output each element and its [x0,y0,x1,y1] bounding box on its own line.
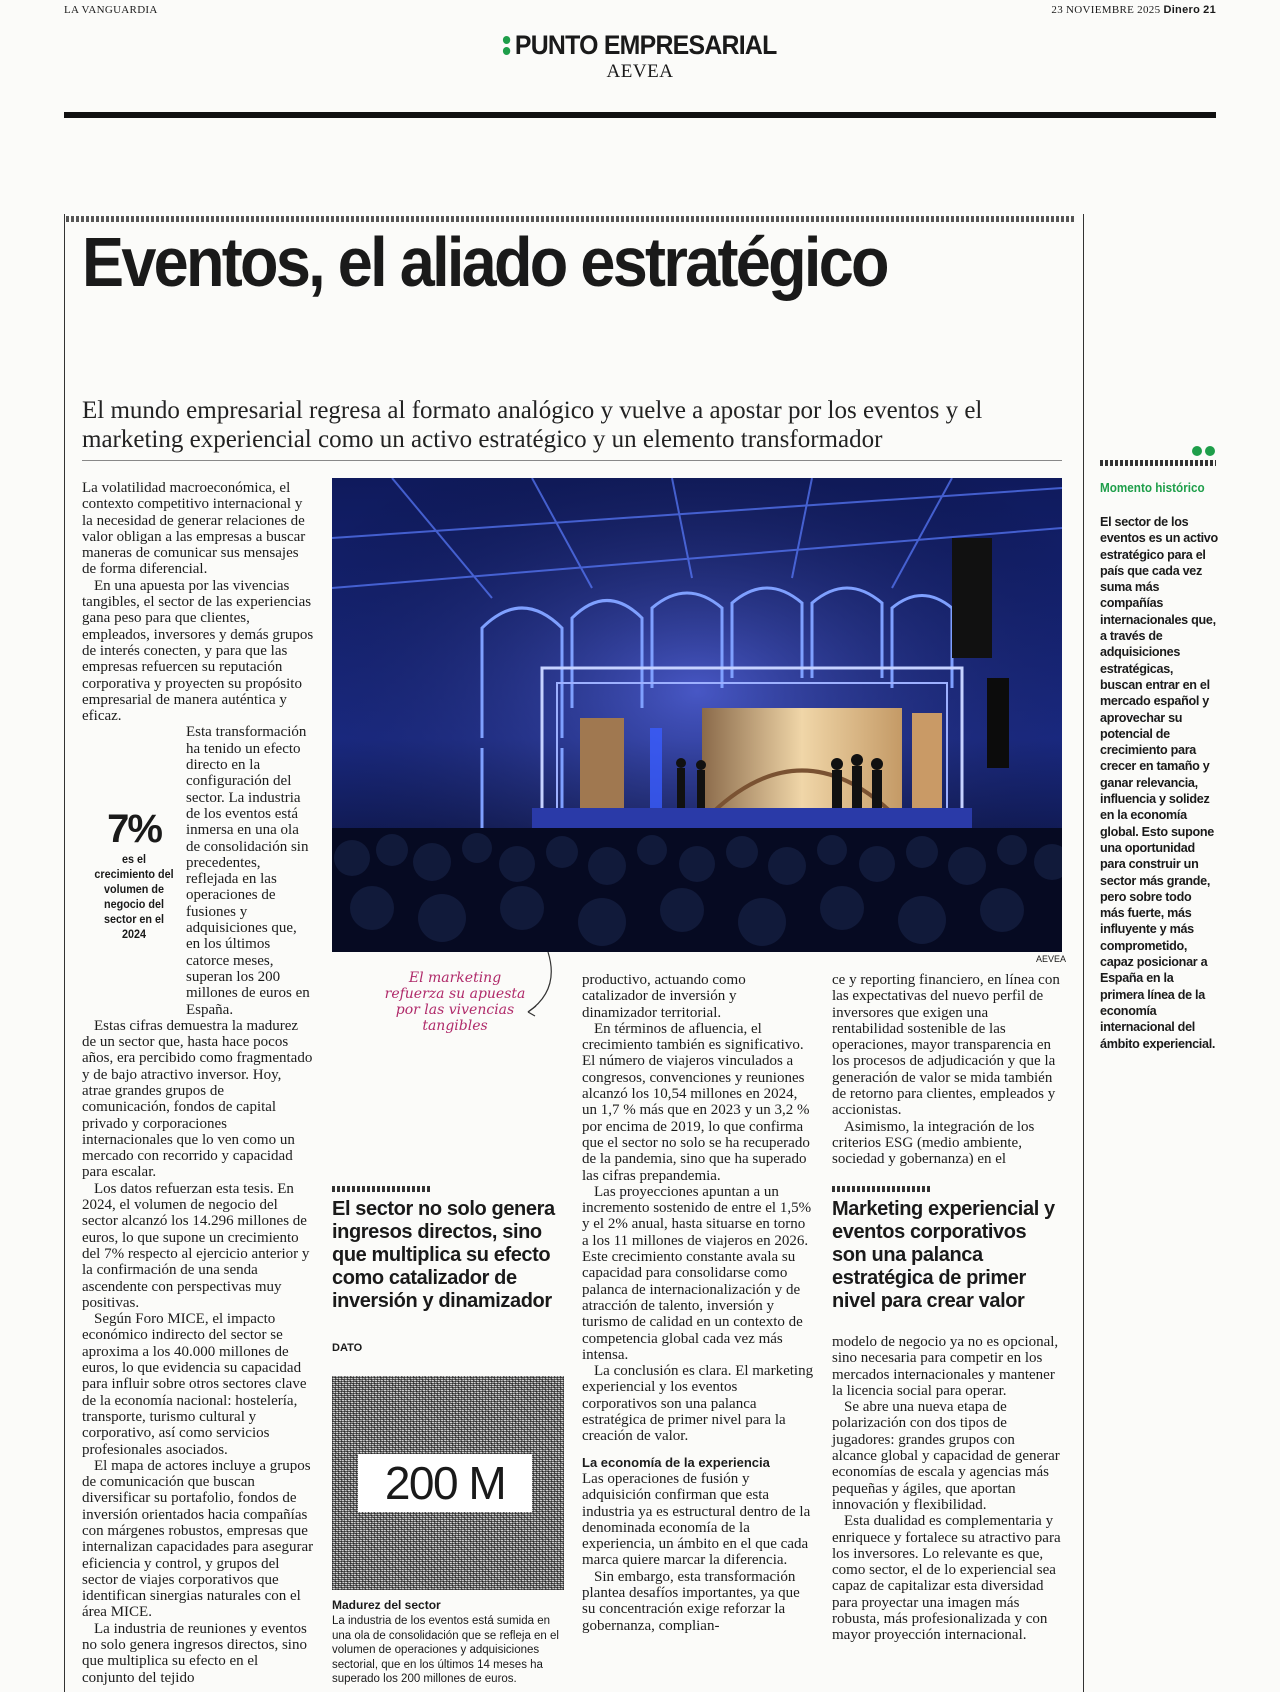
section-title [503,30,777,61]
paragraph: La industria de reuniones y eventos no solo genera ingresos directos, sino que multiplica su efecto en el conjunto del tejido [82,1620,307,1686]
masthead-row [64,4,1216,18]
paragraph: Asimismo, la integración de los criterios ESG (medio ambiente, sociedad y gobernanza) en el [832,1118,1035,1168]
pullquote-dashes [332,1186,430,1192]
page-number: 21 [1203,4,1216,16]
sidebar-text: El sector de los eventos es un activo estratégico para el país que cada vez suma más compañías internacionales que, a través de adquisiciones estratégicas, buscan entrar en el mercado español y aprovechar su potencial de crecimiento para crecer en tamaño y ganar relevancia, influencia y solidez en la economía global. Esto supone una oportunidad para construir un sector más grande, pero sobre todo más fuerte, más influyente y más comprometido, capaz posicionar a España en la primera línea de la economía internacional del ámbito experiencial. [1100,515,1218,1051]
handwritten-note: El marketing refuerza su apuesta por las vivencias tangibles [384,970,526,1034]
column-1 [82,480,314,1686]
subheadline: El mundo empresarial regresa al formato analógico y vuelve a apostar por los eventos y el marketing experiencial como un activo estratégico y un elemento transformador [82,397,983,453]
paragraph: Sin embargo, esta transformación plantea desafíos importantes, ya que su concentración exige reforzar la gobernanza, complian- [582,1568,800,1634]
column-3-bottom [832,1334,1062,1644]
section-header [0,30,1280,83]
paragraph: La conclusión es clara. El marketing experiencial y los eventos corporativos son una palanca estratégica de primer nivel para la creación de valor. [582,1363,814,1445]
sidebar-title: Momento histórico [1100,480,1205,495]
paragraph: productivo, actuando como catalizador de inversión y dinamizador territorial. [582,972,746,1021]
column-2 [582,972,814,1634]
paragraph: Las operaciones de fusión y adquisición confirman que esta industria ya es estructural dentro de la denominada economía de la experiencia, un ámbito en el que cada marca quiere marcar la diferencia. [582,1470,811,1569]
stat-caption: es el crecimiento del volumen de negocio del sector en el 2024 [94,852,174,941]
paragraph: La volatilidad macroeconómica, el contexto competitivo internacional y la necesidad de generar relaciones de valor obligan a las empresas a buscar maneras de comunicar sus mensajes de forma diferencial. [82,480,306,578]
paragraph: Las proyecciones apuntan a un incremento sostenido de entre el 1,5% y el 2% anual, hasta situarse en torno a los 11 millones de viajeros en 2026. Este crecimiento constante avala su capacidad para consolidarse como palanca de internacionalización y de atracción de talento, inversión y turismo de calidad en un contexto de competencia global cada vez más intensa. [582,1183,812,1363]
sidebar-dots-icon [1192,446,1215,456]
section-title-text: PUNTO EMPRESARIAL [515,30,777,60]
stat-callout [88,806,180,946]
concert-stage-image [332,478,1062,952]
pullquote-dashes [832,1186,930,1192]
dato-figure: 200 M [358,1454,532,1512]
pullquote-2: Marketing experiencial y eventos corporativos son una palanca estratégica de primer nivel para crear valor [832,1198,1055,1312]
paper-name: LA VANGUARDIA [64,4,158,16]
stat-value: 7% [107,807,161,851]
paragraph: modelo de negocio ya no es opcional, sino necesaria para competir en los mercados internacionales y mantener la licencia social para operar. [832,1334,1059,1399]
section-dots-icon [503,36,510,55]
headline: Eventos, el aliado estratégico [82,223,887,301]
paragraph: ce y reporting financiero, en línea con las expectativas del nuevo perfil de inversores que exigen una rentabilidad sostenible de las operaciones, mayor transparencia en los procesos de adjudicación y que la generación de valor se mida también de retorno para clientes, empleados y accionistas. [832,972,1060,1119]
section-subtitle: AEVEA [606,61,674,82]
paragraph: En una apuesta por las vivencias tangibles, el sector de las experiencias gana peso para que clientes, empleados, inversores y demás grupos de interés conecten, y para que las empresas refuercen su reputación corporativa y proyecten su propósito empresarial de manera auténtica y eficaz. [82,577,314,725]
sidebar-dashes [1100,460,1216,466]
dato-text: La industria de los eventos está sumida en una ola de consolidación que se refleja en el volumen de operaciones y adquisiciones sectorial, que en los últimos 14 meses ha superado los 200 millones de euros. [332,1615,559,1685]
arrow-icon [520,950,560,1020]
photo-credit: AEVEA [1036,954,1067,964]
section-small: Dinero [1163,4,1201,16]
paragraph: Estas cifras demuestra la madurez de un sector que, hasta hace pocos años, era percibido como fragmentado y de bajo atractivo inversor. Hoy, atrae grandes grupos de comunicación, fondos de capital privado y corporaciones internacionales que lo ven como un mercado con recorrido y capacidad para escalar. [82,1017,313,1181]
issue-date: 23 NOVIEMBRE 2025 [1051,4,1161,16]
paragraph: En términos de afluencia, el crecimiento también es significativo. El número de viajeros vinculados a congresos, convenciones y reuniones alcanzó los 10,54 millones en 2024, un 1,7 % más que en 2023 y un 3,2 % por encima de 2019, lo que confirma que el sector no solo se ha recuperado de la pandemia, sino que ha superado las cifras prepandemia. [582,1020,810,1184]
top-rule [64,112,1216,118]
pullquote-1: El sector no solo genera ingresos directos, sino que multiplica su efecto como catalizador de inversión y dinamizador [332,1198,555,1312]
paragraph: Esta dualidad es complementaria y enriquece y fortalece su atractivo para los inversores. Lo relevante es que, como sector, el de lo experiencial sea capaz de capitalizar esta diversidad para proyectar una imagen más robusta, más profesionalizada y con mayor proyección internacional. [832,1513,1061,1644]
page-info [1051,4,1216,16]
column-3 [832,972,1062,1168]
paragraph: Según Foro MICE, el impacto económico indirecto del sector se aproxima a los 40.000 millones de euros, lo que evidencia su capacidad para influir sobre otros sectores clave de la economía nacional: hostelería, transporte, turismo cultural y corporativo, así como servicios profesionales asociados. [82,1311,307,1458]
paragraph: Los datos refuerzan esta tesis. En 2024, el volumen de negocio del sector alcanzó los 14.296 millones de euros, lo que supone un crecimiento del 7% respecto al ejercicio anterior y la confirmación de una senda ascendente con perspectivas muy positivas. [82,1180,310,1311]
dato-title: Madurez del sector [332,1598,441,1612]
paragraph: Esta transformación ha tenido un efecto directo en la configuración del sector. La industria de los eventos está inmersa en una ola de consolidación sin precedentes, reflejada en las operaciones de fusiones y adquisiciones que, en los últimos catorce meses, superan los 200 millones de euros en España. [186,724,310,1018]
subhead-rule [82,460,1062,461]
paragraph: Se abre una nueva etapa de polarización con dos tipos de jugadores: grandes grupos con alcance global y capacidad de generar economías de escala y agencias más pequeñas y ágiles, que aportan innovación y flexibilidad. [832,1399,1060,1513]
paragraph: El mapa de actores incluye a grupos de comunicación que buscan diversificar su portafolio, fondos de inversión orientados hacia compañías con márgenes robustos, empresas que internalizan capacidades para asegurar eficiencia y control, y grupos del sector de viajes corporativos que identifican sinergias naturales con el área MICE. [82,1457,314,1621]
dato-label: DATO [332,1342,363,1354]
event-photo [332,478,1062,952]
inline-subtitle: La economía de la experiencia [582,1454,770,1470]
